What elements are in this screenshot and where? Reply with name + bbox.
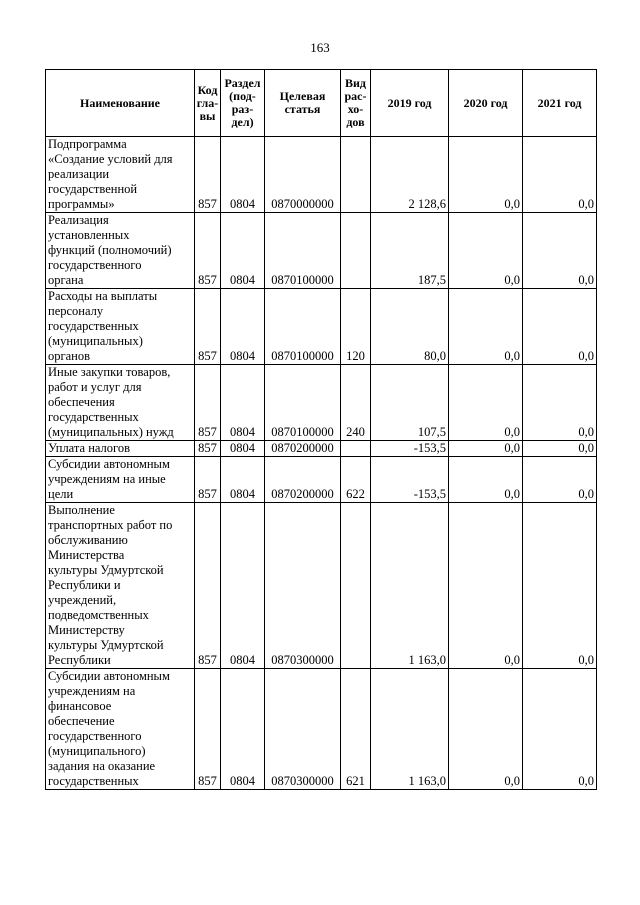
- cell-section: 0804: [221, 137, 265, 213]
- cell-name-line: обеспечения: [48, 395, 115, 409]
- cell-name: [46, 503, 195, 669]
- header-type: Вид рас- хо- дов: [341, 70, 371, 137]
- cell-name-line: цели: [48, 487, 74, 501]
- cell-code: 857: [195, 669, 221, 790]
- cell-code: 857: [195, 503, 221, 669]
- table-body: [46, 137, 597, 790]
- cell-name-line: Субсидии автономным: [48, 669, 170, 683]
- cell-name-line: финансовое: [48, 699, 112, 713]
- cell-target: 0870200000: [265, 441, 341, 457]
- cell-y2021: 0,0: [523, 457, 597, 503]
- cell-name: [46, 669, 195, 790]
- cell-y2020: 0,0: [449, 289, 523, 365]
- cell-name-line: работ и услуг для: [48, 380, 142, 394]
- table-row: [46, 289, 597, 365]
- cell-name-line: подведомственных: [48, 608, 149, 622]
- cell-name-line: задания на оказание: [48, 759, 156, 773]
- cell-code: 857: [195, 213, 221, 289]
- cell-y2021: 0,0: [523, 137, 597, 213]
- cell-name-line: (муниципальных) нужд: [48, 425, 174, 439]
- cell-type: [341, 213, 371, 289]
- cell-y2019: -153,5: [371, 441, 449, 457]
- cell-section: 0804: [221, 213, 265, 289]
- cell-section: 0804: [221, 503, 265, 669]
- cell-code: 857: [195, 441, 221, 457]
- cell-name-line: Расходы на выплаты: [48, 289, 158, 303]
- cell-name: [46, 365, 195, 441]
- cell-y2020: 0,0: [449, 137, 523, 213]
- cell-name: [46, 137, 195, 213]
- cell-y2019: 187,5: [371, 213, 449, 289]
- cell-name-line: культуры Удмуртской: [48, 638, 164, 652]
- cell-name-line: Иные закупки товаров,: [48, 365, 171, 379]
- cell-name-line: Реализация: [48, 213, 109, 227]
- cell-name-line: обеспечение: [48, 714, 115, 728]
- cell-y2021: 0,0: [523, 213, 597, 289]
- cell-name-line: Республики и: [48, 578, 121, 592]
- header-code: Код гла- вы: [195, 70, 221, 137]
- cell-name-line: органа: [48, 273, 84, 287]
- cell-y2020: 0,0: [449, 503, 523, 669]
- cell-target: 0870300000: [265, 503, 341, 669]
- cell-name-line: реализации: [48, 167, 110, 181]
- cell-type: 240: [341, 365, 371, 441]
- cell-y2021: 0,0: [523, 441, 597, 457]
- cell-target: 0870100000: [265, 289, 341, 365]
- header-target: Целевая статья: [265, 70, 341, 137]
- cell-type: [341, 503, 371, 669]
- cell-y2019: -153,5: [371, 457, 449, 503]
- cell-name-line: государственного: [48, 258, 142, 272]
- cell-name-line: транспортных работ по: [48, 518, 173, 532]
- cell-y2021: 0,0: [523, 669, 597, 790]
- cell-y2019: 1 163,0: [371, 503, 449, 669]
- cell-name-line: государственных: [48, 410, 139, 424]
- cell-y2019: 1 163,0: [371, 669, 449, 790]
- cell-target: 0870100000: [265, 365, 341, 441]
- header-2021: 2021 год: [523, 70, 597, 137]
- cell-name-line: обслуживанию: [48, 533, 128, 547]
- cell-name-line: персоналу: [48, 304, 104, 318]
- cell-section: 0804: [221, 365, 265, 441]
- cell-name: [46, 213, 195, 289]
- table-header-row: [46, 70, 597, 137]
- cell-name-line: Уплата налогов: [48, 441, 130, 455]
- cell-target: 0870100000: [265, 213, 341, 289]
- cell-y2020: 0,0: [449, 213, 523, 289]
- cell-section: 0804: [221, 669, 265, 790]
- cell-code: 857: [195, 137, 221, 213]
- cell-y2019: 80,0: [371, 289, 449, 365]
- cell-name: [46, 441, 195, 457]
- cell-code: 857: [195, 365, 221, 441]
- cell-name-line: «Создание условий для: [48, 152, 173, 166]
- cell-target: 0870200000: [265, 457, 341, 503]
- cell-name: [46, 289, 195, 365]
- cell-name-line: программы»: [48, 197, 115, 211]
- cell-name: [46, 457, 195, 503]
- cell-y2020: 0,0: [449, 441, 523, 457]
- cell-y2021: 0,0: [523, 365, 597, 441]
- cell-name-line: (муниципального): [48, 744, 146, 758]
- cell-type: 621: [341, 669, 371, 790]
- budget-table: [45, 69, 597, 790]
- table-row: [46, 441, 597, 457]
- cell-target: 0870300000: [265, 669, 341, 790]
- cell-y2020: 0,0: [449, 365, 523, 441]
- cell-y2020: 0,0: [449, 457, 523, 503]
- table-row: [46, 213, 597, 289]
- cell-type: 622: [341, 457, 371, 503]
- cell-name-line: государственных: [48, 774, 139, 788]
- cell-name-line: учреждениям на иные: [48, 472, 166, 486]
- cell-name-line: (муниципальных): [48, 334, 143, 348]
- cell-name-line: учреждениям на: [48, 684, 136, 698]
- cell-name-line: Республики: [48, 653, 111, 667]
- cell-y2021: 0,0: [523, 503, 597, 669]
- header-2019: 2019 год: [371, 70, 449, 137]
- cell-y2019: 2 128,6: [371, 137, 449, 213]
- cell-code: 857: [195, 289, 221, 365]
- cell-name-line: Министерства: [48, 548, 125, 562]
- cell-name-line: функций (полномочий): [48, 243, 172, 257]
- cell-type: [341, 137, 371, 213]
- header-section: Раздел (под- раз- дел): [221, 70, 265, 137]
- cell-name-line: органов: [48, 349, 91, 363]
- table-row: [46, 457, 597, 503]
- table-row: [46, 365, 597, 441]
- cell-name-line: Министерству: [48, 623, 125, 637]
- cell-name-line: Субсидии автономным: [48, 457, 170, 471]
- header-2020: 2020 год: [449, 70, 523, 137]
- cell-target: 0870000000: [265, 137, 341, 213]
- cell-y2021: 0,0: [523, 289, 597, 365]
- table-row: [46, 503, 597, 669]
- cell-y2020: 0,0: [449, 669, 523, 790]
- cell-name-line: государственной: [48, 182, 138, 196]
- cell-name-line: учреждений,: [48, 593, 117, 607]
- header-name: Наименование: [46, 70, 195, 137]
- cell-code: 857: [195, 457, 221, 503]
- cell-name-line: установленных: [48, 228, 130, 242]
- cell-name-line: культуры Удмуртской: [48, 563, 164, 577]
- cell-type: [341, 441, 371, 457]
- cell-name-line: Подпрограмма: [48, 137, 127, 151]
- page-number: 163: [310, 40, 330, 55]
- cell-y2019: 107,5: [371, 365, 449, 441]
- cell-section: 0804: [221, 289, 265, 365]
- cell-section: 0804: [221, 457, 265, 503]
- cell-section: 0804: [221, 441, 265, 457]
- cell-name-line: государственного: [48, 729, 142, 743]
- table-row: [46, 669, 597, 790]
- cell-name-line: Выполнение: [48, 503, 115, 517]
- cell-name-line: государственных: [48, 319, 139, 333]
- table-row: [46, 137, 597, 213]
- cell-type: 120: [341, 289, 371, 365]
